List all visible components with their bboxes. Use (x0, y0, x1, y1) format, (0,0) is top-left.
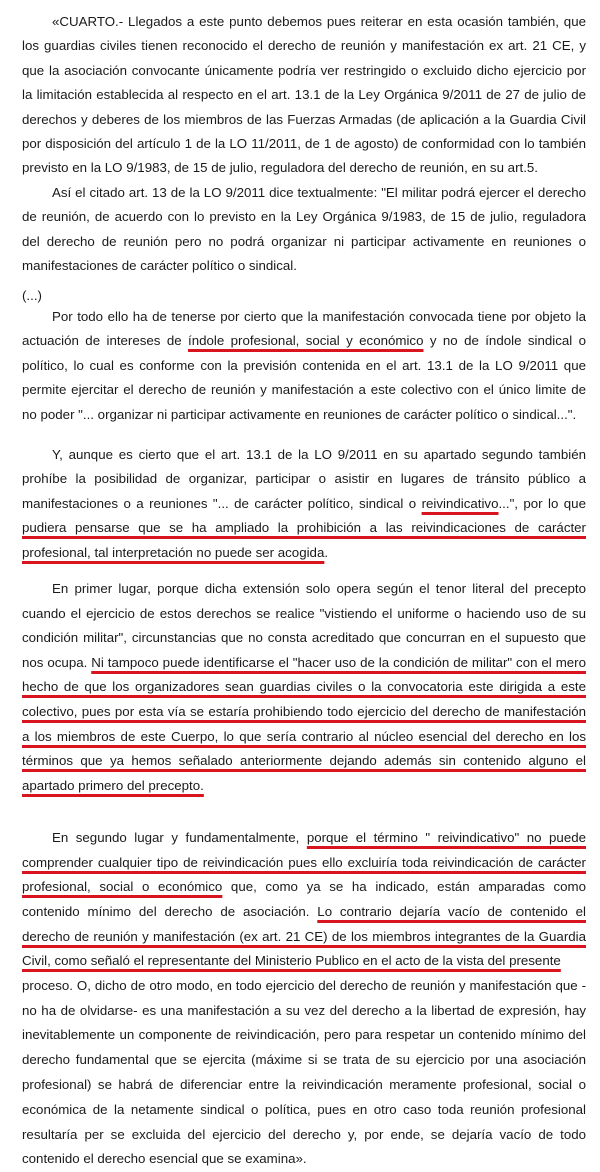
text-run: (...) (22, 288, 42, 304)
underlined-passage: porque el término " reivindicativo" no puede comprender cualquier tipo de reivindicación pues ello excluiría toda reivindicación de carácter profesional, social o económico (22, 830, 586, 895)
paragraph-art-13-quote (22, 181, 586, 279)
paragraph-reivindicativo (22, 443, 586, 565)
text-run: que, como ya se ha indicado, están amparadas como contenido mínimo del derecho de asociación. (22, 879, 586, 920)
text-run: proceso. O, dicho de otro modo, en todo ejercicio del derecho de reunión y manifestación que -no ha de olvidarse- es una manifestación a su vez del derecho a la libertad de expresión, hay inevitablemente un componente de reivindicación, pero para respetar un contenido mínimo del derecho fundamental que se ejercita (máxime si se trata de su ejercicio por una asociación profesional) se habrá de diferenciar entre la reivindicación meramente profesional, social o económica de la netamente sindical o política, pues en otro caso toda reunión profesional resultaría per se excluida del ejercicio del derecho y, por ende, se dejaría vacío de todo contenido el derecho esencial que se examina». (22, 977, 586, 1167)
underlined-passage: Lo contrario dejaría vacío de contenido el derecho de reunión y manifestación (ex art. 21 CE) de los miembros integrantes de la Guardia Civil, como señaló el representante del Ministerio Publico en el acto de la vista del presente (22, 904, 586, 969)
underlined-passage: índole profesional, social y económico (188, 333, 424, 349)
text-run: ...", por lo que (498, 495, 586, 511)
text-run: y no de índole sindical o político, lo cual es conforme con la previsión contenida en el art. 13.1 de la LO 9/2011 que permite ejercitar el derecho de reunión y manifestación a este colectivo con el único limite de no poder "... organizar ni participar activamente en reuniones de carácter político o sindical...". (22, 333, 586, 422)
paragraph-cuarto (22, 10, 586, 181)
paragraph-segundo-lugar (22, 826, 586, 974)
underlined-passage: pudiera pensarse que se ha ampliado la prohibición a las reivindicaciones de carácter profesional, tal interpretación no puede ser acogida (22, 520, 586, 560)
paragraph-primer-lugar (22, 577, 586, 798)
text-run: Y, aunque es cierto que el art. 13.1 de la LO 9/2011 en su apartado segundo también prohíbe la posibilidad de organizar, participar o asistir en lugares de tránsito público a manifestaciones o a reuniones "... de carácter político, sindical o (22, 446, 586, 511)
paragraph-indole-profesional (22, 305, 586, 427)
text-run: En primer lugar, porque dicha extensión solo opera según el tenor literal del precepto cuando el ejercicio de estos derechos se realice "vistiendo el uniforme o haciendo uso de su condición militar", circunstancias que no consta acreditado que concurran en el supuesto que nos ocupa. (22, 580, 586, 670)
text-run: En segundo lugar y fundamentalmente, (52, 830, 307, 846)
text-run: . (324, 544, 329, 560)
paragraph-proceso (22, 974, 586, 1172)
text-run: Así el citado art. 13 de la LO 9/2011 dice textualmente: "El militar podrá ejercer el derecho de reunión, de acuerdo con lo previsto en la Ley Orgánica 9/1983, de 15 de julio, reguladora del derecho de reunión pero no podrá organizar ni participar activamente en reuniones o manifestaciones de carácter político o sindical. (22, 184, 586, 274)
text-run: Por todo ello ha de tenerse por cierto que la manifestación convocada tiene por objeto la actuación de intereses de (22, 308, 586, 349)
text-run: «CUARTO.- Llegados a este punto debemos pues reiterar en esta ocasión también, que los guardias civiles tienen reconocido el derecho de reunión y manifestación ex art. 21 CE, y que la asociación convocante únicamente podría ver restringido o excluido dicho ejercicio por la limitación establecida al respecto en el art. 13.1 de la Ley Orgánica 9/2011 de 27 de julio de derechos y deberes de los miembros de las Fuerzas Armadas (de aplicación a la Guardia Civil por disposición del artículo 1 de la LO 11/2011, de 1 de agosto) de conformidad con lo también previsto en la LO 9/1983, de 15 de julio, reguladora del derecho de reunión, en su art.5. (22, 14, 586, 176)
underlined-passage: Ni tampoco puede identificarse el "hacer uso de la condición de militar" con el mero hecho de que los organizadores sean guardias civiles o la convocatoria este dirigida a este colectivo, pues por esta vía se estaría prohibiendo todo ejercicio del derecho de manifestación a los miembros de este Cuerpo, lo que sería contrario al núcleo esencial del derecho en los términos que ya hemos señalado anteriormente dejando además sin contenido alguno el apartado primero del precepto. (22, 654, 586, 793)
underlined-passage: reivindicativo (421, 495, 499, 511)
